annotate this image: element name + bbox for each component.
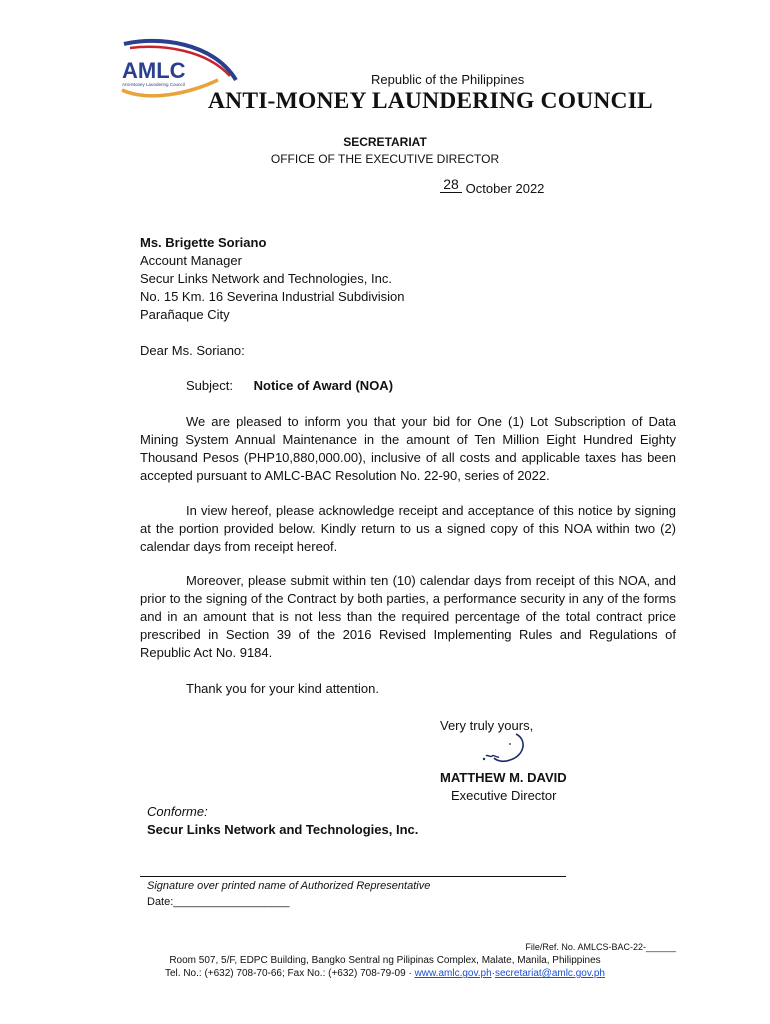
email-link[interactable]: secretariat@amlc.gov.ph [494, 968, 605, 979]
closing-line: Very truly yours, [440, 718, 534, 733]
recipient-title: Account Manager [140, 253, 242, 268]
country-line: Republic of the Philippines [371, 72, 525, 87]
recipient-company: Secur Links Network and Technologies, Inc. [140, 271, 392, 286]
department-title: SECRETARIAT [343, 135, 427, 149]
office-title: OFFICE OF THE EXECUTIVE DIRECTOR [270, 152, 500, 166]
letter-date [440, 176, 545, 197]
conforme-company: Secur Links Network and Technologies, Inc. [147, 822, 419, 837]
website-link[interactable]: www.amlc.gov.ph [414, 968, 492, 979]
thanks-line: Thank you for your kind attention. [186, 681, 379, 696]
signature-line [140, 876, 566, 877]
footer-phone-fax: Tel. No.: (+632) 708-70-66; Fax No.: (+632) 708-79-09 · [164, 968, 412, 979]
conforme-label: Conforme: [147, 804, 208, 819]
date-field: Date:___________________ [147, 896, 290, 908]
subject-label: Subject: [186, 378, 233, 393]
recipient-block [140, 234, 404, 324]
subject-value: Notice of Award (NOA) [253, 378, 394, 393]
footer-separator: · [491, 968, 495, 979]
signature-caption: Signature over printed name of Authorized Representative [147, 880, 431, 892]
recipient-name: Ms. Brigette Soriano [140, 235, 267, 250]
date-day: 28 [440, 176, 462, 193]
svg-text:AMLC: AMLC [122, 58, 186, 83]
subject-line [186, 377, 393, 395]
handwritten-signature [480, 730, 532, 770]
paragraph-acknowledge: In view hereof, please acknowledge receipt and acceptance of this notice by signing at the portion provided below. Kindly return to us a signed copy of this NOA within two (2) calendar days from receipt hereof. [140, 503, 676, 554]
signatory-name: MATTHEW M. DAVID [440, 770, 567, 785]
recipient-address-line2: Parañaque City [140, 307, 230, 322]
council-name: ANTI-MONEY LAUNDERING COUNCIL [208, 88, 653, 114]
paragraph-award: We are pleased to inform you that your bid for One (1) Lot Subscription of Data Mining System Annual Maintenance in the amount of Ten Million Eight Hundred Eighty Thousand Pesos (PHP10,880,000.00), inclusive of all costs and applicable taxes has been accepted pursuant to AMLC-BAC Resolution No. 22-90, series of 2022. [140, 414, 676, 483]
paragraph-performance-security: Moreover, please submit within ten (10) calendar days from receipt of this NOA, and prior to the signing of the Contract by both parties, a performance security in any of the forms and in an amount that is not less than the required percentage of the total contract price prescribed in Section 39 of the 2016 Revised Implementing Rules and Regulations of Republic Act No. 9184. [140, 573, 676, 660]
svg-text:Anti-Money Laundering Council: Anti-Money Laundering Council [122, 82, 185, 87]
footer-contact [0, 968, 770, 979]
date-month-year: October 2022 [465, 181, 545, 196]
file-reference: File/Ref. No. AMLCS-BAC-22-______ [525, 942, 676, 952]
salutation: Dear Ms. Soriano: [140, 343, 245, 358]
footer-address: Room 507, 5/F, EDPC Building, Bangko Sentral ng Pilipinas Complex, Malate, Manila, Philippines [169, 955, 601, 966]
signatory-title: Executive Director [451, 788, 557, 803]
recipient-address-line1: No. 15 Km. 16 Severina Industrial Subdivision [140, 289, 405, 304]
